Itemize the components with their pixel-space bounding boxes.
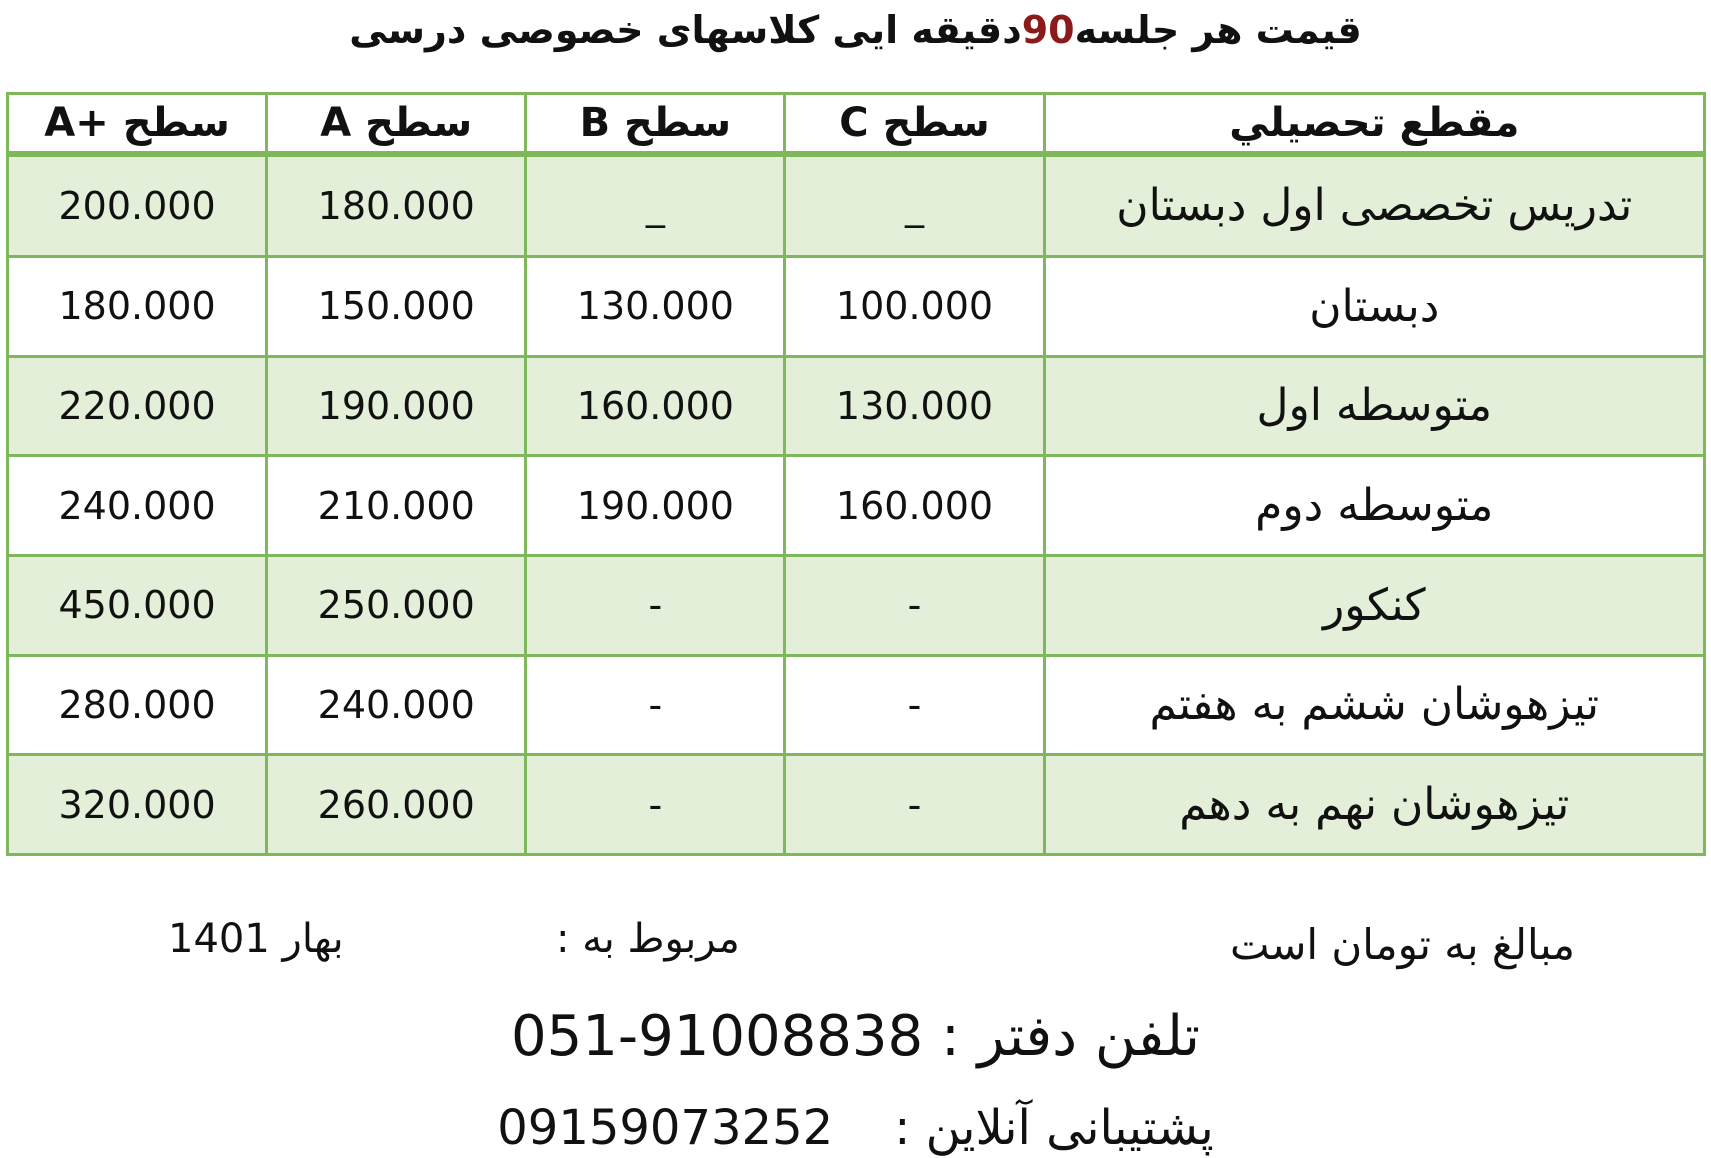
cell-a-plus: 180.000 [8, 256, 267, 356]
support-phone-line [0, 1100, 1711, 1156]
cell-level: تیزهوشان نهم به دهم [1044, 755, 1704, 855]
cell-b: _ [526, 154, 785, 256]
cell-c: _ [785, 154, 1044, 256]
cell-c: 160.000 [785, 456, 1044, 556]
support-phone-label: پشتیبانی آنلاین : [894, 1100, 1214, 1156]
cell-a-plus: 200.000 [8, 154, 267, 256]
header-b: سطح B [526, 94, 785, 155]
currency-note: مبالغ به تومان است [1229, 920, 1575, 969]
table-row [8, 256, 1705, 356]
title-number: 90 [1021, 8, 1075, 52]
office-phone-label: تلفن دفتر : [940, 1004, 1200, 1069]
cell-c: - [785, 655, 1044, 755]
cell-a: 260.000 [267, 755, 526, 855]
cell-b: - [526, 755, 785, 855]
table-row [8, 154, 1705, 256]
table-header-row [8, 94, 1705, 155]
cell-level: کنکور [1044, 555, 1704, 655]
cell-c: 100.000 [785, 256, 1044, 356]
cell-level: تدریس تخصصی اول دبستان [1044, 154, 1704, 256]
cell-a: 210.000 [267, 456, 526, 556]
office-phone-line [0, 1004, 1711, 1069]
cell-b: - [526, 655, 785, 755]
header-a-plus: سطح +A [8, 94, 267, 155]
table-row [8, 755, 1705, 855]
cell-b: 130.000 [526, 256, 785, 356]
cell-a-plus: 240.000 [8, 456, 267, 556]
cell-level: متوسطه دوم [1044, 456, 1704, 556]
cell-a-plus: 320.000 [8, 755, 267, 855]
cell-c: 130.000 [785, 356, 1044, 456]
header-level: مقطع تحصيلي [1044, 94, 1704, 155]
cell-a-plus: 450.000 [8, 555, 267, 655]
price-table [6, 92, 1706, 856]
table-row [8, 356, 1705, 456]
season-label: بهار 1401 [168, 916, 344, 962]
cell-a-plus: 220.000 [8, 356, 267, 456]
title-after: دقیقه ایی کلاسهای خصوصی درسی [349, 8, 1022, 52]
cell-c: - [785, 555, 1044, 655]
table-row [8, 555, 1705, 655]
cell-a: 150.000 [267, 256, 526, 356]
cell-level: دبستان [1044, 256, 1704, 356]
header-c: سطح C [785, 94, 1044, 155]
support-phone-number: 09159073252 [497, 1100, 834, 1156]
cell-level: تیزهوشان ششم به هفتم [1044, 655, 1704, 755]
cell-a: 190.000 [267, 356, 526, 456]
cell-level: متوسطه اول [1044, 356, 1704, 456]
cell-a-plus: 280.000 [8, 655, 267, 755]
title-before: قیمت هر جلسه [1074, 8, 1362, 52]
cell-b: 160.000 [526, 356, 785, 456]
cell-a: 180.000 [267, 154, 526, 256]
related-label: مربوط به : [556, 916, 740, 962]
table-row [8, 456, 1705, 556]
cell-c: - [785, 755, 1044, 855]
office-phone-number: 051-91008838 [511, 1004, 924, 1069]
header-a: سطح A [267, 94, 526, 155]
cell-a: 250.000 [267, 555, 526, 655]
cell-b: - [526, 555, 785, 655]
cell-b: 190.000 [526, 456, 785, 556]
page-title [0, 8, 1711, 52]
table-row [8, 655, 1705, 755]
cell-a: 240.000 [267, 655, 526, 755]
